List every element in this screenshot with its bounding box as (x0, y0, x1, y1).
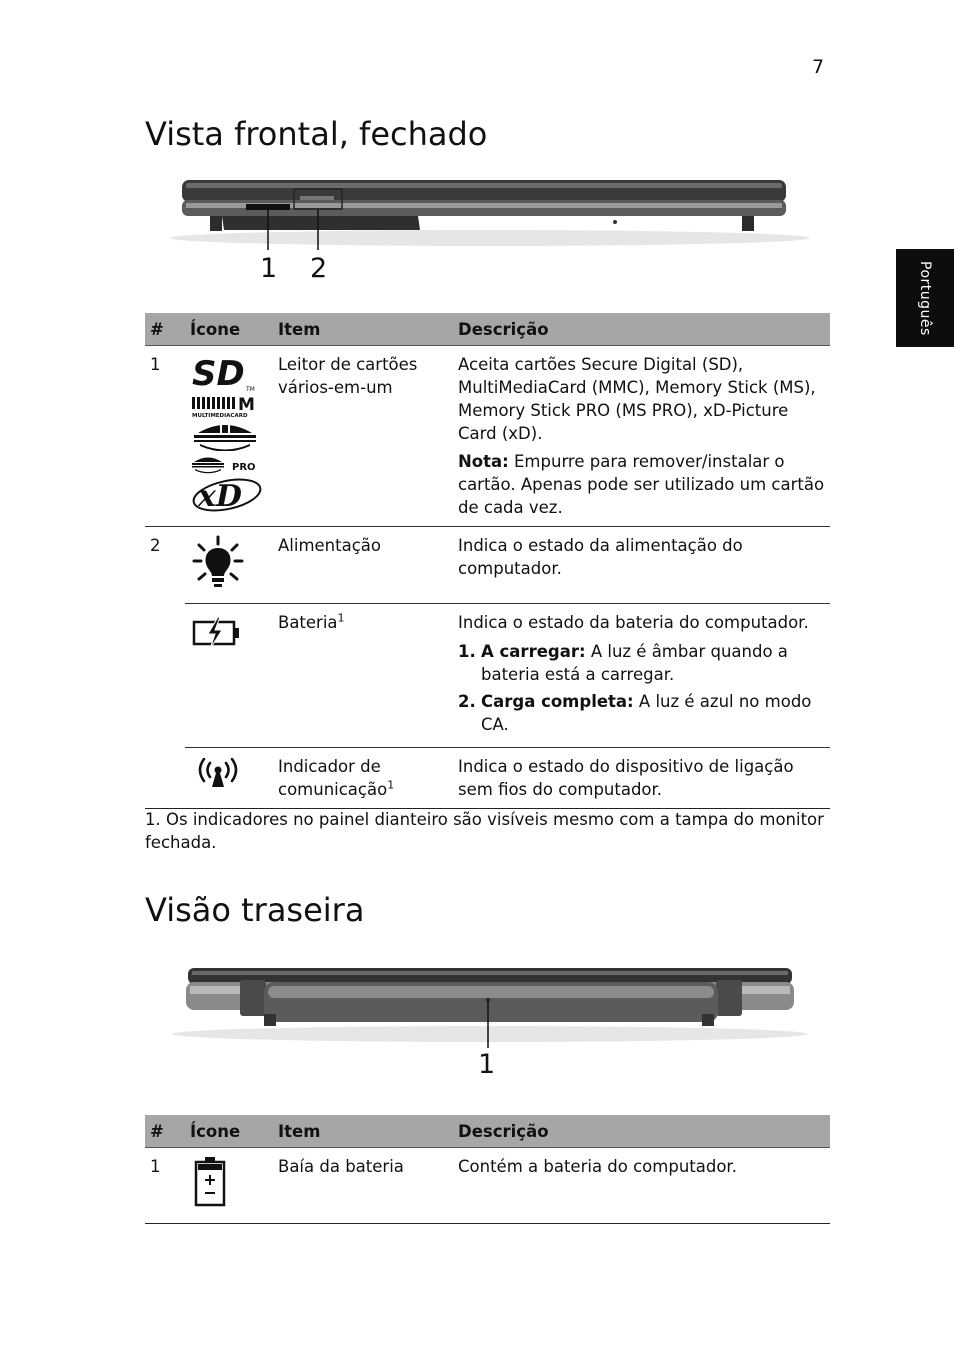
list-item (458, 640, 825, 686)
table-row (145, 527, 830, 604)
table-row (145, 748, 830, 809)
list-item (458, 690, 825, 736)
laptop-front-closed-illustration (160, 172, 820, 287)
desc-battery-bay: Contém a bateria do computador. (453, 1148, 830, 1224)
memory-stick-logo-icon (190, 421, 260, 451)
header-description: Descrição (453, 1115, 830, 1148)
page-number: 7 (812, 56, 825, 78)
front-components-table (145, 313, 830, 809)
header-icon: Ícone (185, 313, 273, 346)
item-communication-indicator: Indicador de comunicação (278, 757, 388, 799)
power-light-icon (190, 534, 246, 590)
ms-pro-logo-text: PRO (232, 462, 256, 473)
footnote: 1. Os indicadores no painel dianteiro são visíveis mesmo com a tampa do monitor fechada. (145, 810, 824, 852)
list-number: 2. (458, 692, 476, 711)
front-callout-1: 1 (260, 253, 278, 284)
row-number: 1 (145, 1148, 185, 1224)
list-label: A carregar: (481, 642, 586, 661)
note-label: Nota: (458, 452, 509, 471)
xd-logo-text: xD (198, 479, 242, 513)
item-communication-footnote-ref: 1 (387, 778, 395, 792)
header-item: Item (273, 1115, 453, 1148)
table-header-row (145, 313, 830, 346)
desc-card-reader: Aceita cartões Secure Digital (SD), MultiMediaCard (MMC), Memory Stick (MS), Memory Stick PRO (MS PRO), xD-Picture Card (xD). (458, 355, 816, 443)
rear-callout-1: 1 (478, 1049, 496, 1080)
list-number: 1. (458, 642, 476, 661)
xd-card-logo-icon (190, 477, 264, 513)
battery-icon (190, 1155, 230, 1207)
list-text: A luz é azul no modo CA. (481, 692, 812, 734)
rear-view-title: Visão traseira (145, 891, 365, 929)
battery-charge-icon (190, 616, 246, 650)
row-number: 2 (150, 536, 161, 555)
front-callout-2: 2 (310, 253, 328, 284)
header-icon: Ícone (185, 1115, 273, 1148)
item-battery: Bateria (278, 613, 338, 632)
item-card-reader: Leitor de cartões vários-em-um (273, 346, 453, 527)
table-header-row (145, 1115, 830, 1148)
header-number: # (145, 313, 185, 346)
item-battery-bay: Baía da bateria (273, 1148, 453, 1224)
language-tab-label: Português (917, 260, 933, 336)
row-number: 1 (145, 346, 185, 527)
desc-power: Indica o estado da alimentação do computador. (453, 527, 830, 604)
item-battery-footnote-ref: 1 (337, 611, 345, 625)
list-label: Carga completa: (481, 692, 634, 711)
item-power: Alimentação (273, 527, 453, 604)
note-card-reader (458, 450, 825, 519)
language-tab (896, 249, 954, 347)
wireless-icon (190, 758, 246, 788)
header-item: Item (273, 313, 453, 346)
sd-card-logo-icon (190, 355, 260, 393)
sd-logo-text: SD (192, 355, 245, 393)
rear-components-table (145, 1115, 830, 1224)
note-text: Empurre para remover/instalar o cartão. Apenas pode ser utilizado um cartão de cada vez. (458, 452, 825, 517)
header-description: Descrição (453, 313, 830, 346)
table-row (145, 1148, 830, 1224)
battery-states-list (458, 640, 825, 736)
table-row (145, 604, 830, 748)
front-view-title: Vista frontal, fechado (145, 115, 488, 153)
mmc-logo-caption: MULTIMEDIACARD (192, 413, 248, 419)
sd-logo-tm: TM (246, 386, 255, 393)
header-number: # (145, 1115, 185, 1148)
desc-communication-indicator: Indica o estado do dispositivo de ligação sem fios do computador. (453, 748, 830, 809)
memory-stick-pro-logo-icon (190, 453, 260, 475)
multimediacard-logo-icon (190, 395, 260, 419)
list-text: A luz é âmbar quando a bateria está a carregar. (481, 642, 788, 684)
mmc-logo-letter: M (238, 395, 255, 415)
table-row (145, 346, 830, 527)
desc-battery: Indica o estado da bateria do computador. (458, 613, 809, 632)
